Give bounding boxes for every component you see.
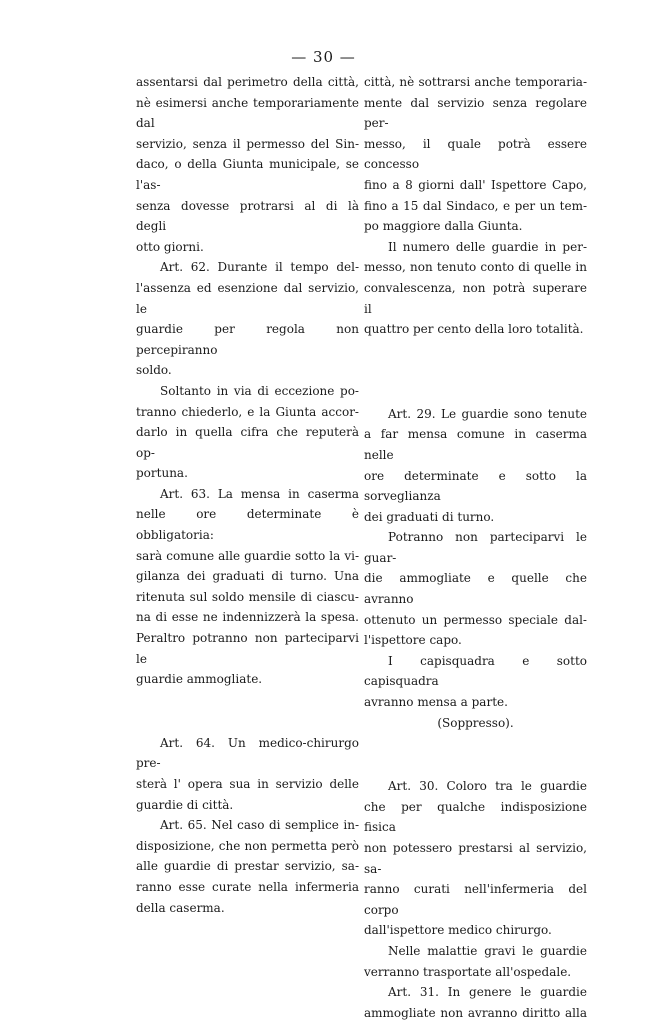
text-line: Nelle malattie gravi le guardie bbox=[388, 943, 587, 958]
text-line: servizio, senza il permesso del Sin- bbox=[136, 136, 359, 151]
text-line: po maggiore dalla Giunta. bbox=[364, 219, 523, 234]
text-line: messo, non tenuto conto di quelle in bbox=[364, 260, 587, 275]
text-line: sterà l' opera sua in servizio delle bbox=[136, 777, 359, 791]
text-line: darlo in quella cifra che reputerà op- bbox=[136, 425, 359, 460]
text-line: portuna. bbox=[136, 466, 188, 481]
left-continuation-paragraph bbox=[136, 72, 359, 257]
text-line: Art. 63. La mensa in caserma bbox=[160, 486, 359, 501]
text-line: avranno mensa a parte. bbox=[364, 695, 508, 710]
text-line: ore determinate e sotto la sorveglianza bbox=[364, 468, 587, 504]
right-column bbox=[364, 72, 587, 1023]
article-29-paragraph-3 bbox=[364, 651, 587, 713]
text-line: disposizione, che non permetta però bbox=[136, 838, 359, 853]
text-line: na di esse ne indennizzerà la spesa. bbox=[136, 610, 359, 625]
article-62-paragraph-2 bbox=[136, 381, 359, 484]
page-number: — 30 — bbox=[291, 48, 356, 66]
text-line: Potranno non parteciparvi le guar- bbox=[364, 530, 587, 565]
text-line: non potessero prestarsi al servizio, sa- bbox=[364, 841, 587, 876]
text-line: ranno esse curate nella infermeria bbox=[136, 879, 359, 894]
text-line: a far mensa comune in caserma nelle bbox=[364, 427, 587, 462]
text-line: Art. 30. Coloro tra le guardie bbox=[388, 779, 587, 794]
article-30 bbox=[364, 776, 587, 941]
text-line: tranno chiederlo, e la Giunta accor- bbox=[136, 404, 359, 419]
left-column bbox=[136, 72, 359, 918]
text-line: otto giorni. bbox=[136, 239, 204, 254]
text-line: ranno curati nell'infermeria del corpo bbox=[364, 882, 587, 917]
text-line: Il numero delle guardie in per- bbox=[388, 239, 587, 254]
text-line: assentarsi dal perimetro della città, bbox=[136, 75, 359, 89]
article-62 bbox=[136, 257, 359, 381]
text-line: fino a 15 dal Sindaco, e per un tem- bbox=[364, 198, 587, 213]
text-line: messo, il quale potrà essere concesso bbox=[364, 136, 587, 172]
text-line: ritenuta sul soldo mensile di ciascu- bbox=[136, 589, 359, 604]
text-line: convalescenza, non potrà superare il bbox=[364, 280, 587, 316]
article-63 bbox=[136, 484, 359, 690]
text-line: daco, o della Giunta municipale, se l'as- bbox=[136, 157, 359, 192]
right-paragraph-leave-quota bbox=[364, 237, 587, 340]
text-line: dall'ispettore medico chirurgo. bbox=[364, 923, 552, 938]
right-continuation-paragraph bbox=[364, 72, 587, 237]
text-line: nelle ore determinate è obbligatoria: bbox=[136, 507, 359, 543]
text-line: mente dal servizio senza regolare per- bbox=[364, 95, 587, 131]
text-line: Peraltro potranno non parteciparvi le bbox=[136, 631, 359, 666]
text-line: gilanza dei graduati di turno. Una bbox=[136, 569, 359, 584]
text-line: l'ispettore capo. bbox=[364, 633, 462, 648]
text-line: l'assenza ed esenzione dal servizio, le bbox=[136, 280, 359, 316]
text-line: ammogliate non avranno diritto alla bbox=[364, 1005, 587, 1020]
text-line: Art. 65. Nel caso di semplice in- bbox=[160, 818, 359, 833]
text-line: Art. 64. Un medico-chirurgo pre- bbox=[136, 735, 359, 771]
article-29-paragraph-2 bbox=[364, 527, 587, 651]
text-line: Art. 62. Durante il tempo del- bbox=[160, 260, 359, 275]
text-line: senza dovesse protrarsi al di là degli bbox=[136, 198, 359, 234]
text-line: Art. 29. Le guardie sono tenute bbox=[388, 406, 587, 421]
text-line: sarà comune alle guardie sotto la vi- bbox=[136, 548, 359, 563]
text-line: guardie per regola non percepiranno bbox=[136, 322, 359, 357]
text-line: die ammogliate e quelle che avranno bbox=[364, 571, 587, 607]
text-line: ottenuto un permesso speciale dal- bbox=[364, 612, 587, 627]
article-30-paragraph-2 bbox=[364, 941, 587, 982]
article-64 bbox=[136, 733, 359, 815]
text-line: verranno trasportate all'ospedale. bbox=[364, 964, 572, 979]
article-31 bbox=[364, 982, 587, 1023]
text-line: I capisquadra e sotto capisquadra bbox=[364, 653, 587, 689]
text-line: guardie ammogliate. bbox=[136, 672, 263, 687]
text-line: Art. 31. In genere le guardie bbox=[388, 985, 587, 1000]
text-line: soldo. bbox=[136, 363, 172, 378]
text-line: della caserma. bbox=[136, 900, 225, 915]
text-line: guardie di città. bbox=[136, 797, 234, 812]
text-line: nè esimersi anche temporariamente dal bbox=[136, 95, 359, 131]
text-line: quattro per cento della loro totalità. bbox=[364, 322, 584, 337]
text-line: alle guardie di prestar servizio, sa- bbox=[136, 859, 359, 874]
text-line: città, nè sottrarsi anche temporaria- bbox=[364, 75, 587, 89]
article-29 bbox=[364, 404, 587, 528]
text-line: fino a 8 giorni dall' Ispettore Capo, bbox=[364, 177, 587, 192]
suppressed-note: (Soppresso). bbox=[437, 715, 514, 730]
article-65 bbox=[136, 815, 359, 918]
text-line: Soltanto in via di eccezione po- bbox=[160, 383, 359, 398]
text-line: che per qualche indisposizione fisica bbox=[364, 799, 587, 835]
text-line: dei graduati di turno. bbox=[364, 509, 495, 524]
